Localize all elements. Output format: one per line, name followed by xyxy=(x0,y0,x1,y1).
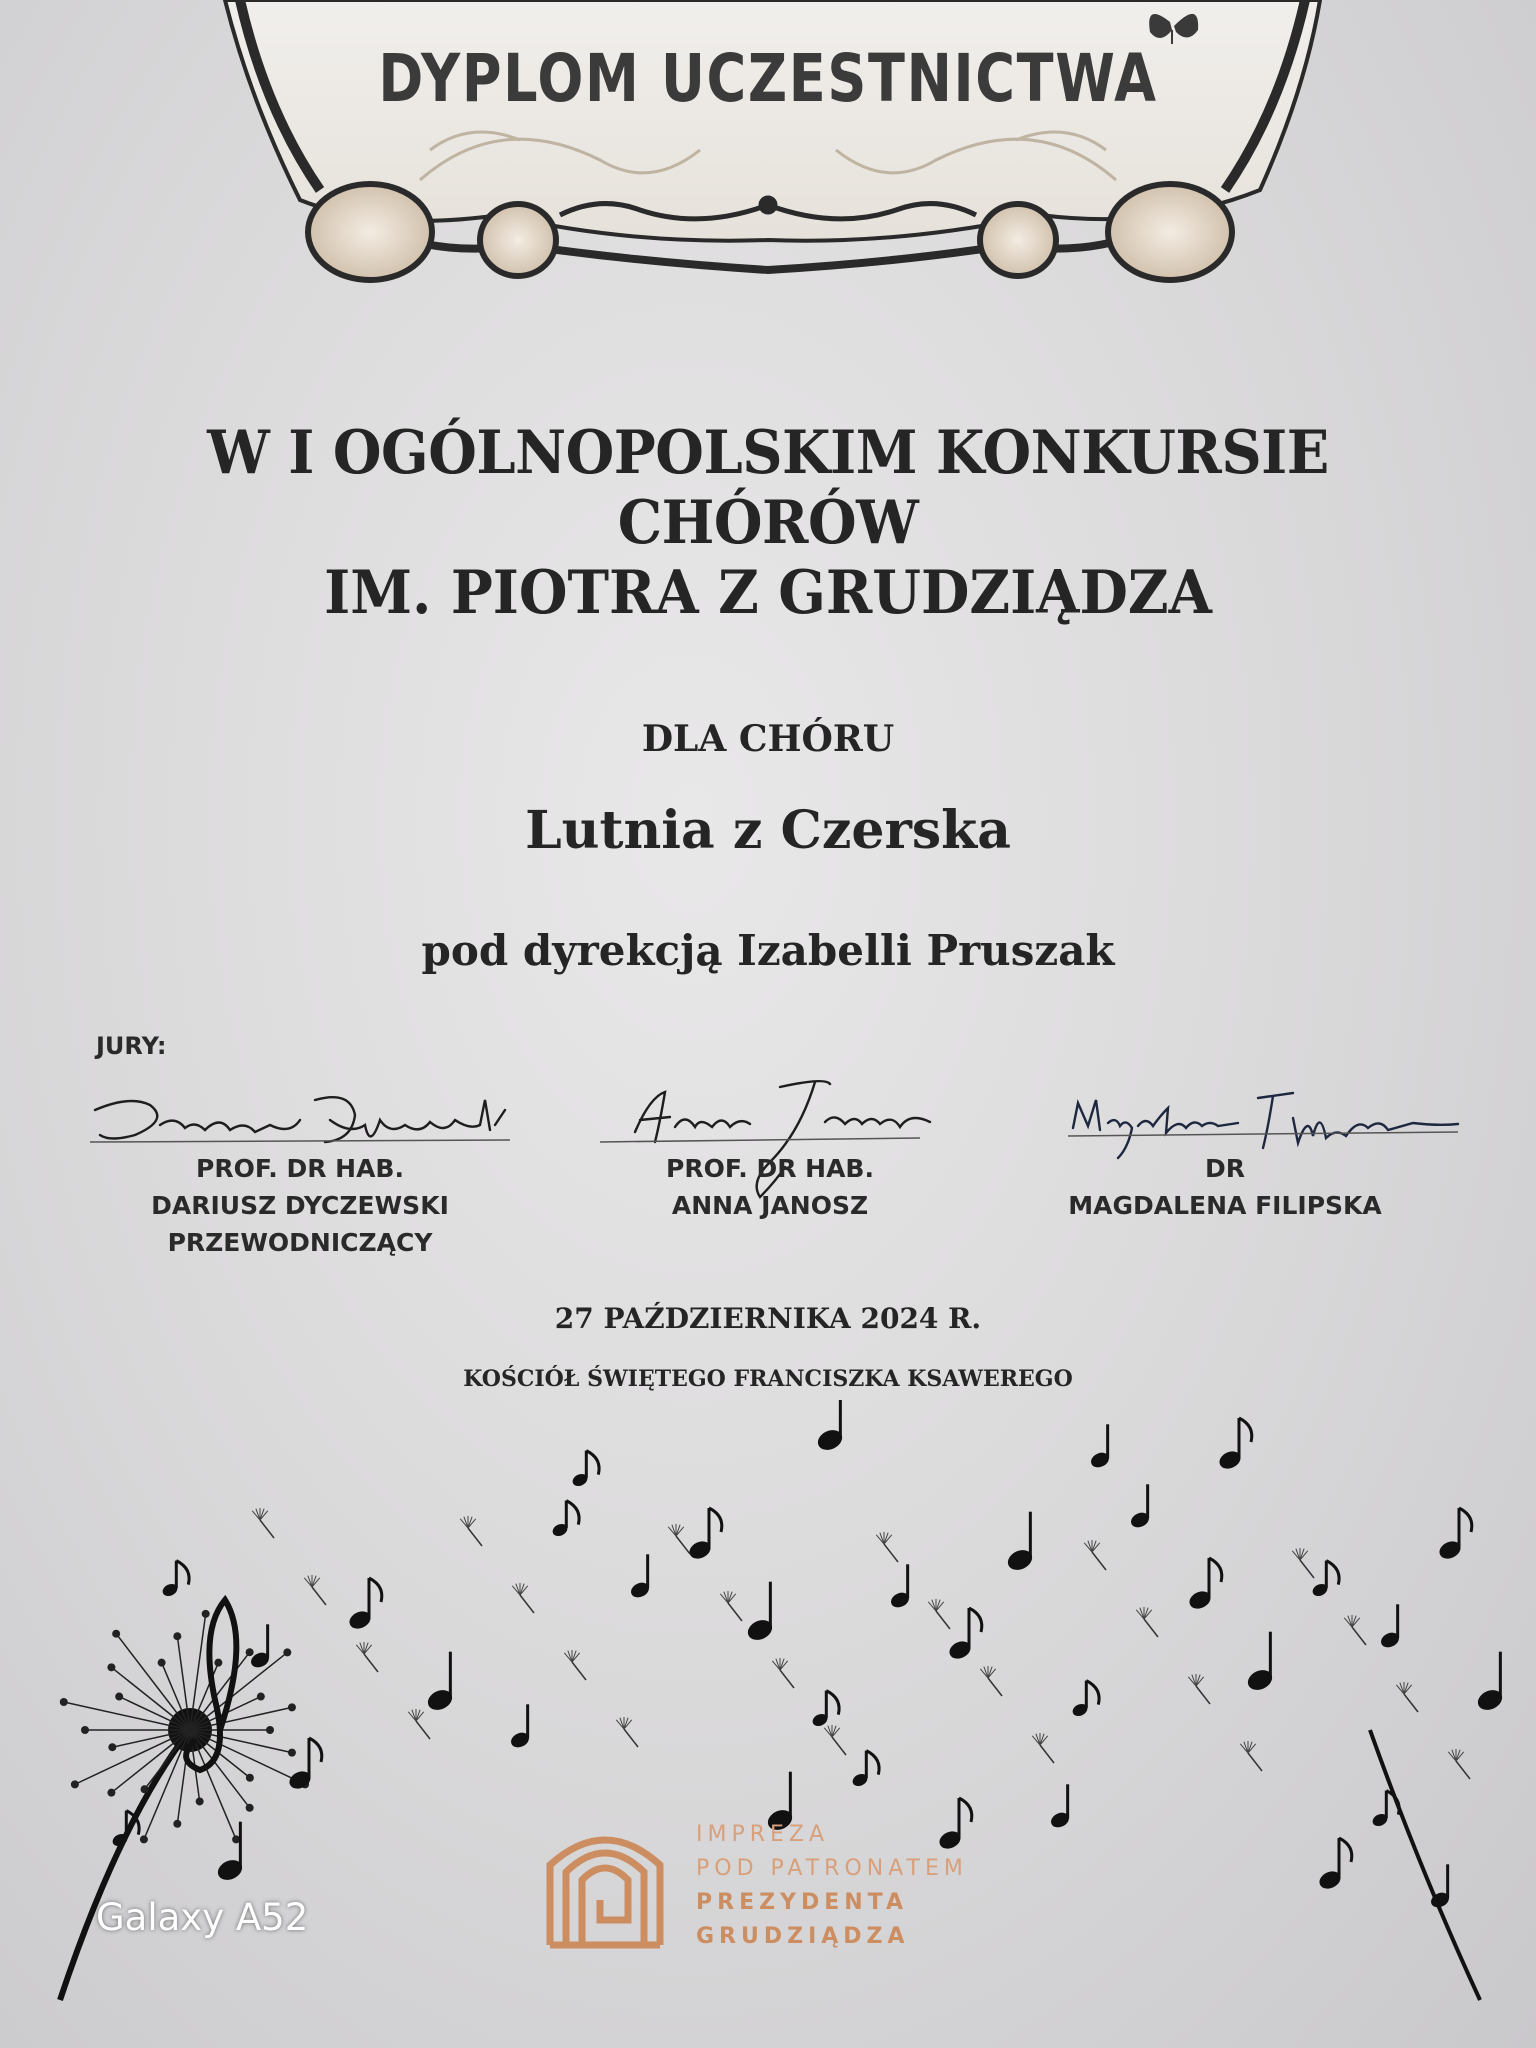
juror-filipska xyxy=(1040,1150,1410,1224)
city-gate-logo-icon xyxy=(540,1820,670,1950)
juror-dyczewski xyxy=(130,1150,470,1261)
juror-role: PRZEWODNICZĄCY xyxy=(167,1228,433,1257)
juror-janosz xyxy=(620,1150,920,1224)
director-line: pod dyrekcją Izabelli Pruszak xyxy=(421,926,1115,975)
camera-watermark: Galaxy A52 xyxy=(96,1896,309,1939)
competition-patron-line: IM. PIOTRA Z GRUDZIĄDZA xyxy=(324,558,1212,628)
juror-title: DR xyxy=(1204,1154,1245,1183)
patronage-line-2: POD PATRONATEM xyxy=(696,1856,968,1881)
juror-name: DARIUSZ DYCZEWSKI xyxy=(151,1191,449,1220)
signature-dyczewski xyxy=(90,1080,520,1160)
juror-title: PROF. DR HAB. xyxy=(196,1154,404,1183)
event-date: 27 PAŹDZIERNIKA 2024 R. xyxy=(554,1302,982,1335)
patronage-line-3: PREZYDENTA xyxy=(696,1890,909,1915)
for-choir-label: DLA CHÓRU xyxy=(641,718,895,760)
juror-name: ANNA JANOSZ xyxy=(671,1191,869,1220)
patronage-line-1: IMPREZA xyxy=(696,1822,830,1847)
juror-title: PROF. DR HAB. xyxy=(666,1154,874,1183)
juror-name: MAGDALENA FILIPSKA xyxy=(1068,1191,1382,1220)
event-place: KOŚCIÓŁ ŚWIĘTEGO FRANCISZKA KSAWEREGO xyxy=(463,1366,1073,1392)
competition-line: W I OGÓLNOPOLSKIM KONKURSIE CHÓRÓW xyxy=(207,418,1329,558)
choir-name: Lutnia z Czerska xyxy=(525,800,1011,861)
jury-label: JURY: xyxy=(96,1032,167,1060)
diploma-title: DYPLOM UCZESTNICTWA xyxy=(378,40,1158,117)
patronage-line-4: GRUDZIĄDZA xyxy=(696,1924,910,1949)
